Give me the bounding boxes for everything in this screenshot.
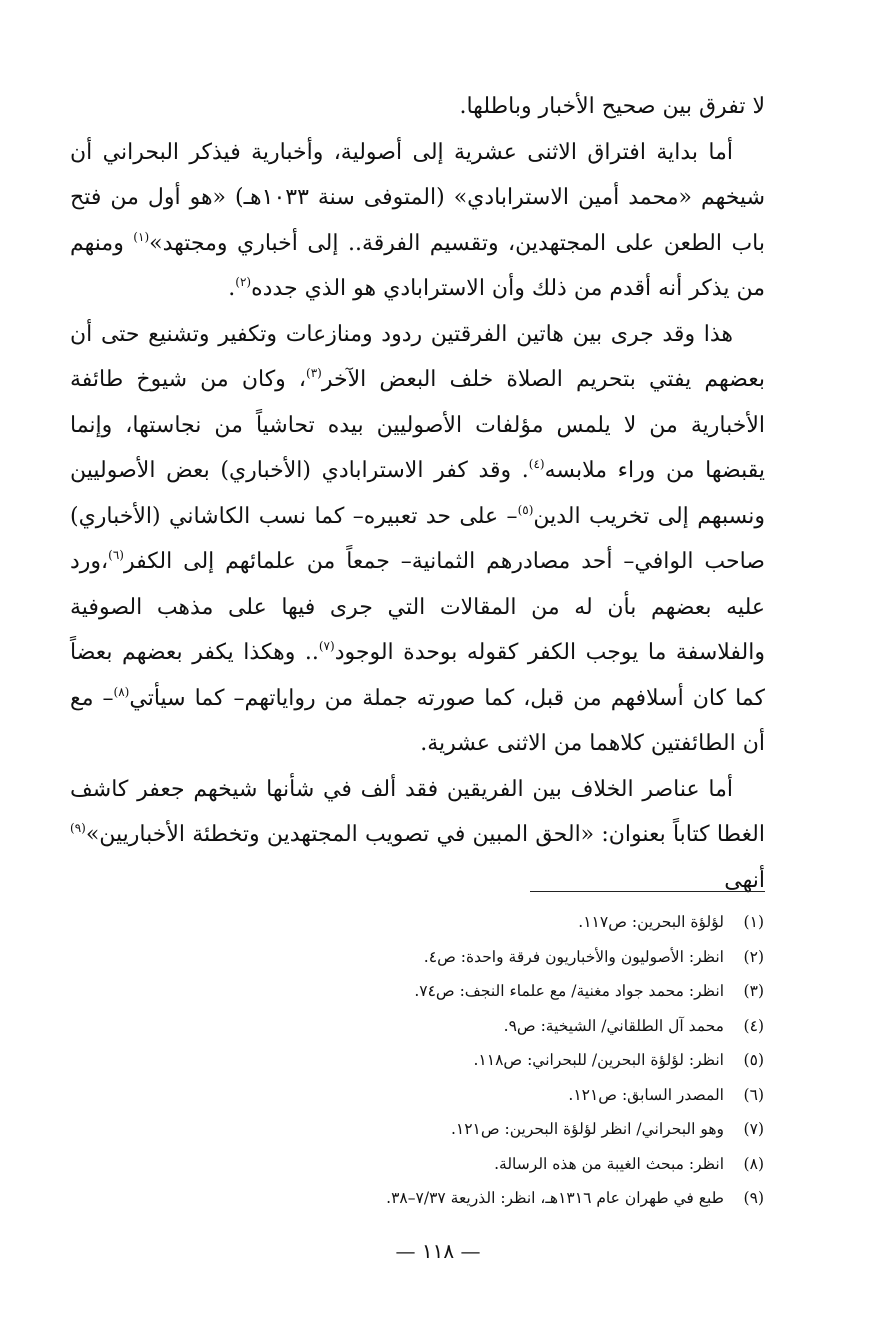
footnote-item (70, 1078, 764, 1113)
footnote-marker-7[interactable]: (٧) (318, 639, 335, 653)
footnote-marker-3[interactable]: (٣) (306, 366, 322, 380)
paragraph-2-segment: . (228, 276, 236, 301)
footnote-item (70, 1181, 764, 1216)
paragraph-3-segment: – مع أن الطائفتين كلاهما من الاثنى عشرية. (70, 685, 765, 756)
footnote-number: (٨) (743, 1154, 764, 1173)
paragraph-4 (70, 767, 765, 904)
footnote-text: انظر: الأصوليون والأخباريون فرقة واحدة: ص٤. (423, 947, 724, 966)
footnote-text: وهو البحراني/ انظر لؤلؤة البحرين: ص١٢١. (450, 1120, 724, 1138)
paragraph-3-segment: . وقد كفر الاسترابادي (الأخباري) بعض الأصوليين ونسبهم إلى تخريب الدين (70, 458, 765, 529)
footnote-item (70, 940, 764, 975)
footnote-number: (٤) (743, 1016, 764, 1035)
paragraph-2 (70, 130, 765, 312)
paragraph-3-segment: ،ورد عليه بعضهم بأن له من المقالات التي جرى فيها على مذهب الصوفية والفلاسفة ما يوجب الكفر كقوله بوحدة الوجود (70, 549, 765, 665)
footnote-text: انظر: لؤلؤة البحرين/ للبحراني: ص١١٨. (473, 1051, 724, 1069)
footnote-text: المصدر السابق: ص١٢١. (568, 1085, 724, 1104)
page-number: — ١١٨ — (395, 1239, 481, 1263)
footnote-text: محمد آل الطلقاني/ الشيخية: ص٩. (503, 1016, 724, 1035)
paragraph-3-segment: ، وكان من شيوخ طائفة الأخبارية من لا يلمس مؤلفات الأصوليين بيده تحاشياً من نجاستها، وإنما يقبضها من وراء ملابسه (70, 367, 765, 483)
main-text (70, 84, 765, 903)
footnote-marker-9[interactable]: (٩) (70, 821, 86, 835)
footnote-number: (٦) (743, 1085, 764, 1104)
footnote-item (70, 905, 764, 940)
paragraph-1-text: لا تفرق بين صحيح الأخبار وباطلها. (459, 94, 765, 119)
footnote-item (70, 1147, 764, 1182)
paragraph-4-segment: أنهى (724, 867, 765, 893)
footnote-number: (١) (743, 913, 764, 931)
footnote-text: طبع في طهران عام ١٣١٦هـ، انظر: الذريعة ٧/٣٧–٣٨. (386, 1189, 724, 1207)
footnote-marker-8[interactable]: (٨) (113, 684, 130, 699)
footnote-marker-2[interactable]: (٢) (235, 275, 252, 289)
footnote-item (70, 1043, 764, 1078)
footnote-marker-6[interactable]: (٦) (108, 548, 124, 562)
footnote-number: (٩) (743, 1189, 764, 1207)
footnote-separator (530, 891, 765, 892)
paragraph-3 (70, 312, 765, 767)
footnote-number: (٢) (743, 947, 764, 966)
footnote-number: (٣) (743, 982, 764, 1000)
footnote-marker-5[interactable]: (٥) (517, 502, 534, 517)
paragraph-3-segment: هذا وقد جرى بين هاتين الفرقتين ردود ومنازعات وتكفير وتشنيع حتى أن بعضهم يفتي بتحريم الصلاة خلف البعض الآخر (70, 321, 765, 392)
footnote-marker-1[interactable]: (١) (133, 229, 150, 244)
footnote-text: انظر: مبحث الغيبة من هذه الرسالة. (494, 1154, 724, 1173)
footnote-text: انظر: محمد جواد مغنية/ مع علماء النجف: ص٧٤. (414, 982, 724, 1000)
footnote-item (70, 1009, 764, 1044)
footnote-text: لؤلؤة البحرين: ص١١٧. (578, 913, 724, 931)
paragraph-1 (70, 84, 765, 130)
footnote-marker-4[interactable]: (٤) (528, 457, 545, 471)
paragraph-2-segment: ومنهم من يذكر أنه أقدم من ذلك وأن الاسترابادي هو الذي جدده (70, 230, 765, 301)
paragraph-4-segment: أما عناصر الخلاف بين الفريقين فقد ألف في شأنها شيخهم جعفر كاشف الغطا كتاباً بعنوان: «الحق المبين في تصويب المجتهدين وتخطئة الأخباريين» (70, 776, 765, 847)
footnote-number: (٥) (743, 1051, 764, 1069)
paragraph-3-segment: .. وهكذا يكفر بعضهم بعضاً كما كان أسلافهم من قبل، كما صورته جملة من رواياتهم– كما سيأتي (70, 640, 765, 711)
footnote-number: (٧) (743, 1120, 764, 1138)
paragraph-2-segment: أما بداية افتراق الاثنى عشرية إلى أصولية، وأخبارية فيذكر البحراني أن شيخهم «محمد أمين الاسترابادي» (المتوفى سنة ١٠٣٣هـ) «هو أول من فتح باب الطعن على المجتهدين، وتقسيم الفرقة.. إلى أخباري ومجتهد» (70, 139, 765, 256)
footnote-item (70, 974, 764, 1009)
footnotes-list (70, 905, 764, 1216)
paragraph-3-segment: – على حد تعبيره– كما نسب الكاشاني (الأخباري) صاحب الوافي– أحد مصادرهم الثمانية– جمعاً من علمائهم إلى الكفر (70, 503, 765, 574)
footnote-item (70, 1112, 764, 1147)
